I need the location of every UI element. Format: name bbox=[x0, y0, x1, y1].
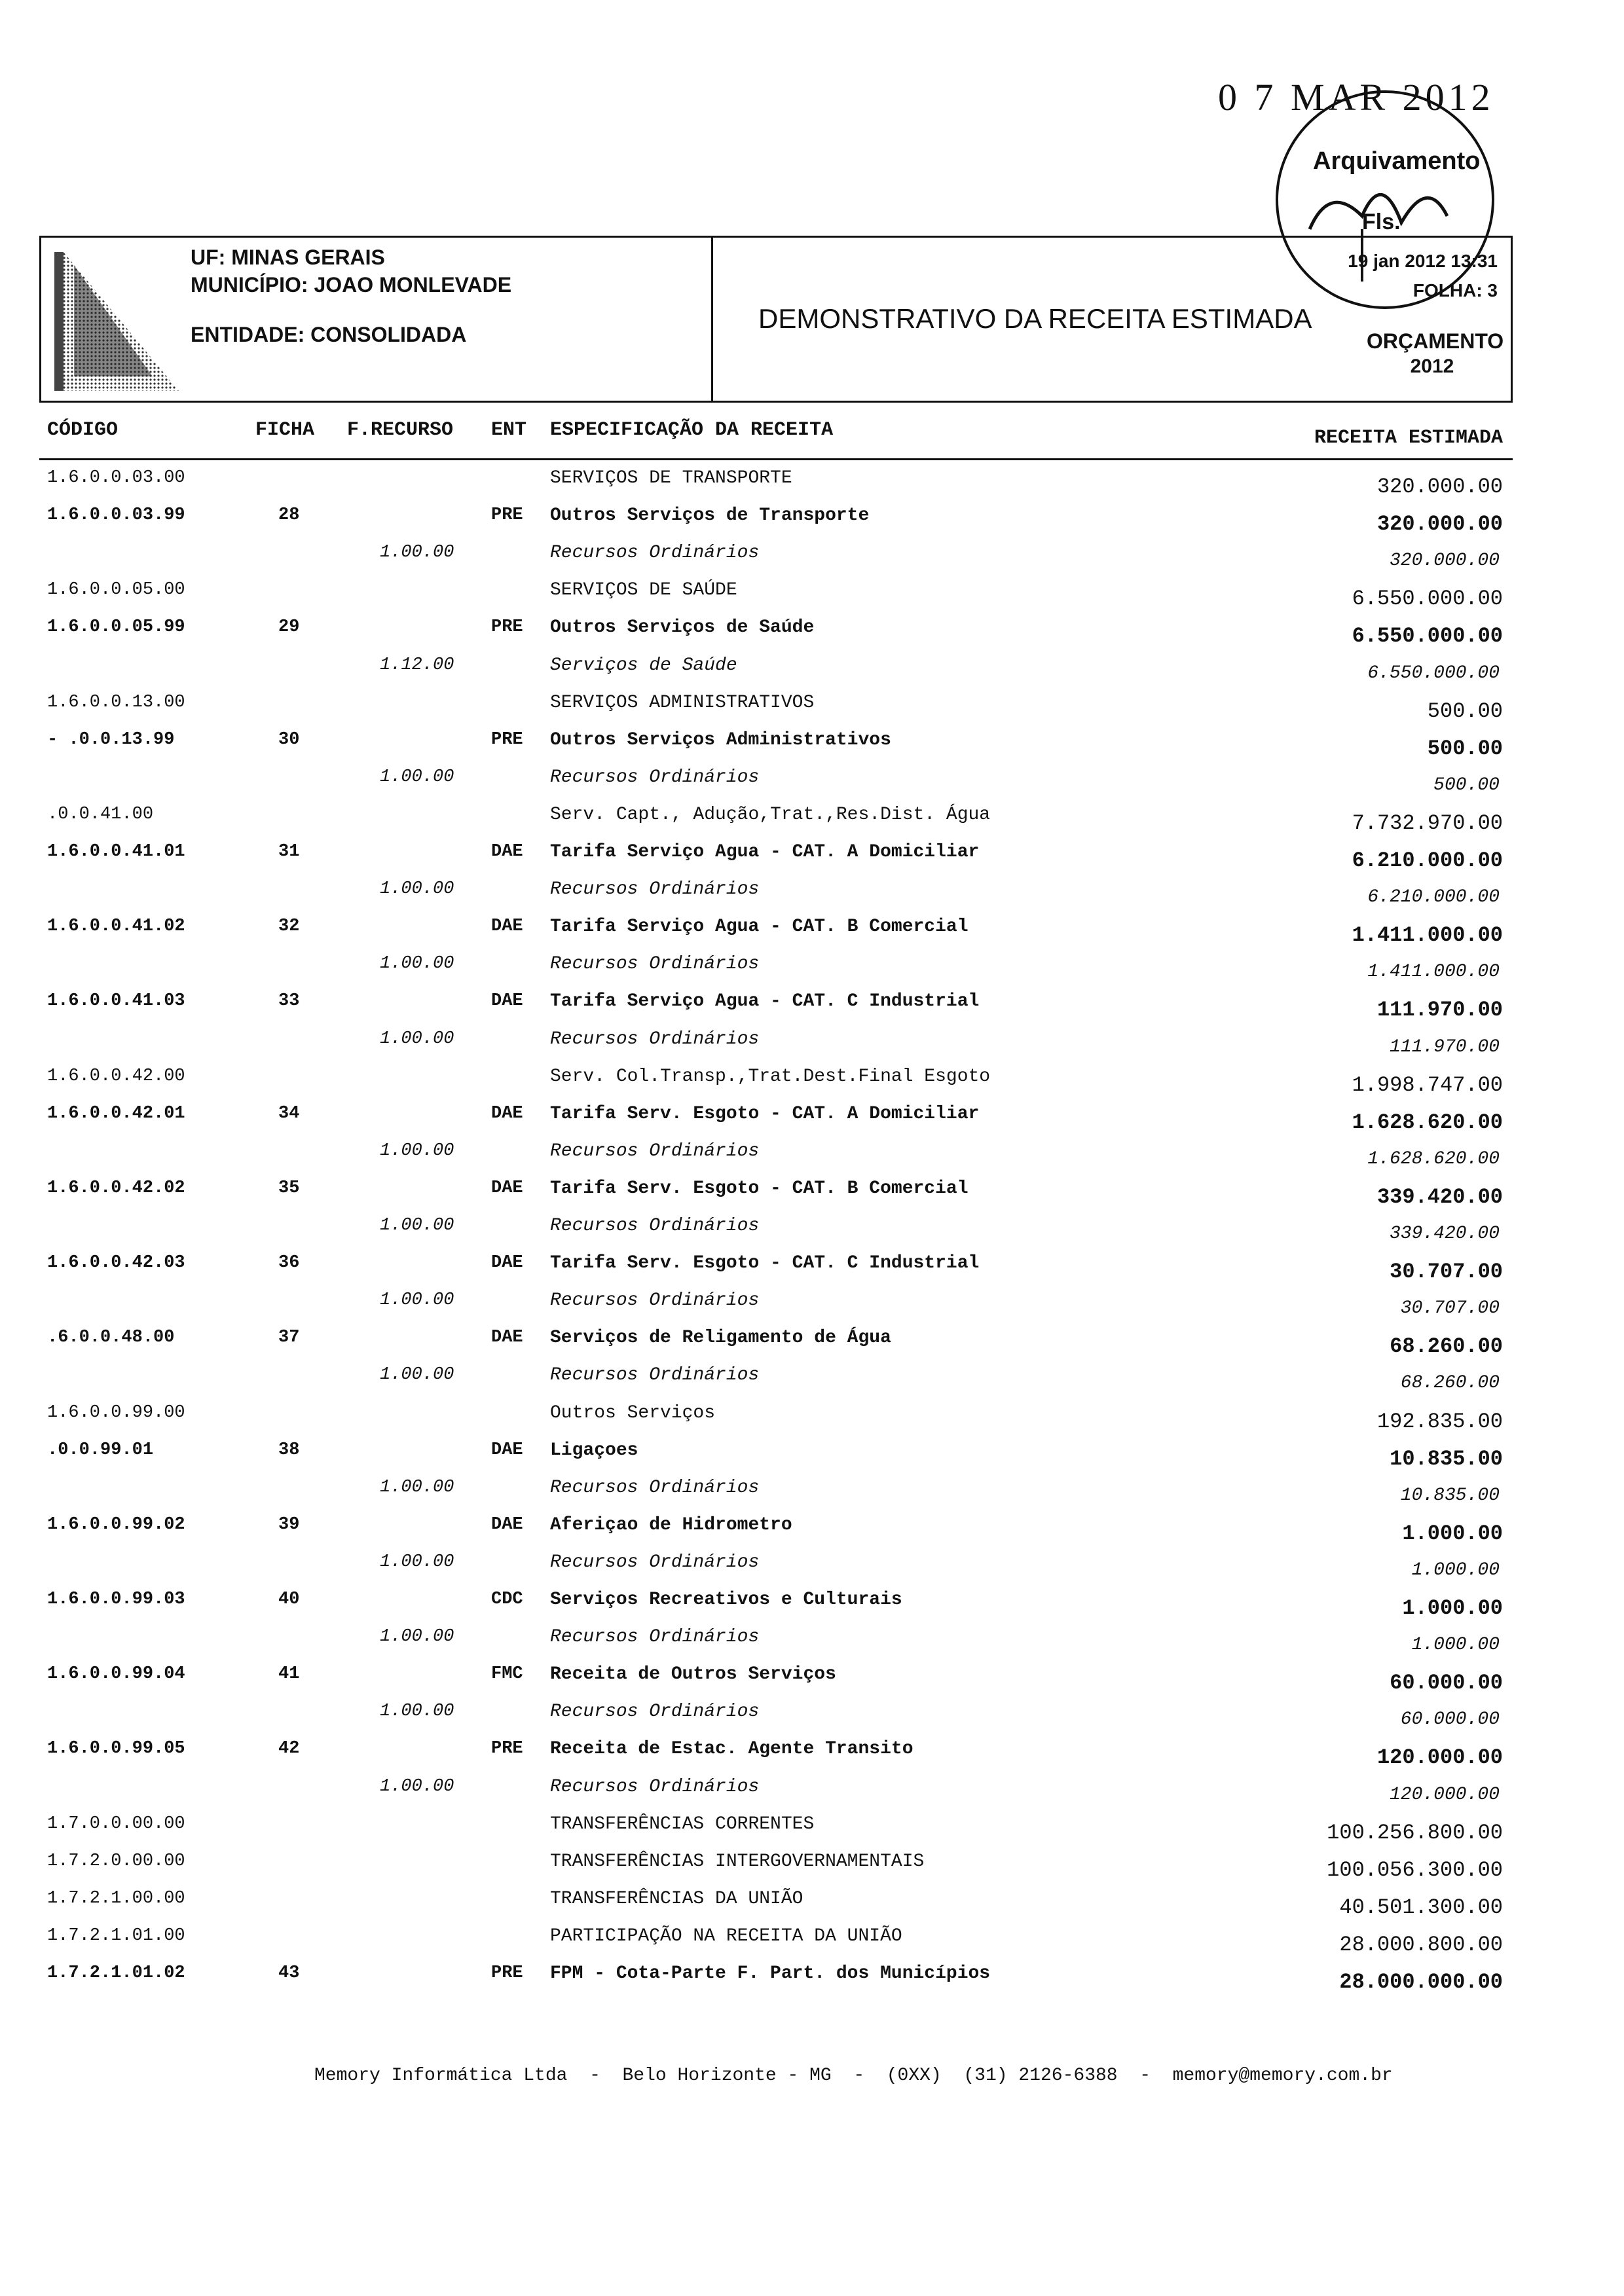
row-especificacao: PARTICIPAÇÃO NA RECEITA DA UNIÃO bbox=[550, 1925, 902, 1946]
row-receita-estimada: 500.00 bbox=[1433, 774, 1500, 795]
row-code: 1.6.0.0.03.00 bbox=[47, 468, 185, 488]
row-ficha: 36 bbox=[278, 1253, 300, 1273]
row-receita-estimada: 500.00 bbox=[1427, 699, 1503, 723]
row-entidade: DAE bbox=[491, 1514, 523, 1535]
row-ficha: 41 bbox=[278, 1664, 300, 1685]
row-especificacao: Tarifa Serviço Agua - CAT. A Domiciliar bbox=[550, 842, 980, 862]
row-receita-estimada: 500.00 bbox=[1427, 736, 1503, 761]
table-row bbox=[0, 1664, 1624, 1701]
folha-number: FOLHA: 3 bbox=[1412, 280, 1498, 301]
stamp-arquivamento: Arquivamento bbox=[1313, 147, 1481, 175]
row-entidade: DAE bbox=[491, 1103, 523, 1123]
row-receita-estimada: 10.835.00 bbox=[1400, 1485, 1500, 1506]
row-especificacao: Serviços de Religamento de Água bbox=[550, 1328, 891, 1349]
row-receita-estimada: 6.550.000.00 bbox=[1352, 624, 1503, 649]
row-especificacao: Recursos Ordinários bbox=[550, 954, 760, 975]
row-especificacao: Tarifa Serviço Agua - CAT. B Comercial bbox=[550, 917, 969, 938]
table-row bbox=[0, 655, 1624, 692]
col-codigo: CÓDIGO bbox=[47, 419, 119, 441]
table-row bbox=[0, 917, 1624, 953]
row-frecurso: 1.00.00 bbox=[380, 1552, 454, 1572]
row-frecurso: 1.12.00 bbox=[380, 655, 454, 675]
row-receita-estimada: 6.210.000.00 bbox=[1352, 848, 1503, 873]
row-especificacao: Recursos Ordinários bbox=[550, 1702, 760, 1722]
row-code: 1.6.0.0.03.99 bbox=[47, 505, 185, 526]
row-ficha: 32 bbox=[278, 917, 300, 937]
row-code: 1.6.0.0.05.00 bbox=[47, 580, 185, 600]
row-especificacao: Ligaçoes bbox=[550, 1440, 638, 1461]
table-row bbox=[0, 1104, 1624, 1140]
row-ficha: 40 bbox=[278, 1590, 300, 1609]
row-ficha: 35 bbox=[278, 1178, 300, 1198]
row-especificacao: Outros Serviços de Transporte bbox=[550, 505, 870, 526]
row-receita-estimada: 1.998.747.00 bbox=[1352, 1072, 1503, 1097]
table-row bbox=[0, 1590, 1624, 1626]
row-frecurso: 1.00.00 bbox=[380, 1365, 454, 1385]
row-receita-estimada: 100.256.800.00 bbox=[1327, 1820, 1503, 1845]
row-receita-estimada: 120.000.00 bbox=[1376, 1745, 1503, 1770]
row-especificacao: Serv. Capt., Adução,Trat.,Res.Dist. Água bbox=[550, 804, 991, 825]
row-code: 1.7.2.1.01.02 bbox=[47, 1963, 185, 1983]
table-row bbox=[0, 468, 1624, 505]
row-especificacao: Recursos Ordinários bbox=[550, 1552, 760, 1573]
row-frecurso: 1.00.00 bbox=[380, 1477, 454, 1497]
table-row bbox=[0, 1478, 1624, 1514]
row-code: 1.6.0.0.42.03 bbox=[47, 1253, 185, 1273]
stamp-date: 0 7 MAR 2012 bbox=[1218, 76, 1494, 118]
table-row bbox=[0, 1290, 1624, 1327]
orcamento-year: 2012 bbox=[1410, 355, 1454, 377]
table-row bbox=[0, 617, 1624, 654]
row-especificacao: Recursos Ordinários bbox=[550, 1290, 760, 1311]
row-receita-estimada: 60.000.00 bbox=[1390, 1671, 1503, 1696]
row-especificacao: Receita de Estac. Agente Transito bbox=[550, 1739, 913, 1760]
row-especificacao: SERVIÇOS DE TRANSPORTE bbox=[550, 468, 792, 488]
table-row bbox=[0, 767, 1624, 804]
table-row bbox=[0, 991, 1624, 1028]
table-row bbox=[0, 1702, 1624, 1738]
row-frecurso: 1.00.00 bbox=[380, 1627, 454, 1647]
row-code: .0.0.99.01 bbox=[47, 1440, 154, 1460]
row-especificacao: Tarifa Serv. Esgoto - CAT. A Domiciliar bbox=[550, 1103, 980, 1124]
row-code: 1.6.0.0.99.03 bbox=[47, 1590, 185, 1609]
row-ficha: 38 bbox=[278, 1440, 300, 1460]
row-ficha: 37 bbox=[278, 1328, 300, 1348]
row-frecurso: 1.00.00 bbox=[380, 767, 454, 787]
row-receita-estimada: 111.970.00 bbox=[1389, 1036, 1500, 1057]
table-row bbox=[0, 1253, 1624, 1290]
row-entidade: DAE bbox=[491, 991, 523, 1011]
row-receita-estimada: 6.210.000.00 bbox=[1367, 887, 1500, 908]
row-especificacao: Recursos Ordinários bbox=[550, 1627, 760, 1648]
row-especificacao: SERVIÇOS ADMINISTRATIVOS bbox=[550, 692, 815, 713]
col-receita-estimada: RECEITA ESTIMADA bbox=[1314, 427, 1503, 449]
table-row bbox=[0, 1403, 1624, 1440]
row-receita-estimada: 68.260.00 bbox=[1390, 1334, 1503, 1359]
print-date: 19 jan 2012 13:31 bbox=[1348, 251, 1498, 271]
document-title: DEMONSTRATIVO DA RECEITA ESTIMADA bbox=[758, 303, 1312, 334]
table-row bbox=[0, 580, 1624, 617]
row-especificacao: Tarifa Serviço Agua - CAT. C Industrial bbox=[550, 991, 980, 1012]
row-especificacao: Recursos Ordinários bbox=[550, 1776, 760, 1797]
row-especificacao: Tarifa Serv. Esgoto - CAT. C Industrial bbox=[550, 1253, 980, 1274]
row-especificacao: Serviços de Saúde bbox=[550, 655, 737, 676]
row-entidade: PRE bbox=[491, 1963, 523, 1983]
row-receita-estimada: 111.970.00 bbox=[1376, 998, 1503, 1023]
table-row bbox=[0, 1365, 1624, 1402]
row-code: 1.6.0.0.42.01 bbox=[47, 1103, 185, 1123]
row-especificacao: Recursos Ordinários bbox=[550, 1477, 760, 1498]
row-especificacao: Recursos Ordinários bbox=[550, 1216, 760, 1236]
table-row bbox=[0, 1889, 1624, 1925]
row-especificacao: TRANSFERÊNCIAS DA UNIÃO bbox=[550, 1888, 803, 1909]
table-row bbox=[0, 1851, 1624, 1888]
row-ficha: 42 bbox=[278, 1739, 300, 1759]
row-frecurso: 1.00.00 bbox=[380, 1290, 454, 1311]
row-receita-estimada: 192.835.00 bbox=[1376, 1409, 1503, 1434]
row-code: 1.6.0.0.42.00 bbox=[47, 1066, 185, 1086]
entidade-label: ENTIDADE: CONSOLIDADA bbox=[191, 323, 467, 346]
row-code: 1.6.0.0.13.00 bbox=[47, 692, 185, 712]
row-entidade: DAE bbox=[491, 917, 523, 937]
table-row bbox=[0, 1178, 1624, 1215]
row-entidade: DAE bbox=[491, 1253, 523, 1273]
table-row bbox=[0, 1777, 1624, 1813]
row-receita-estimada: 1.000.00 bbox=[1411, 1635, 1500, 1656]
row-receita-estimada: 1.000.00 bbox=[1402, 1596, 1503, 1620]
row-especificacao: Outros Serviços de Saúde bbox=[550, 617, 815, 638]
header-divider bbox=[711, 238, 713, 401]
row-ficha: 30 bbox=[278, 729, 300, 750]
row-ficha: 33 bbox=[278, 991, 300, 1011]
row-frecurso: 1.00.00 bbox=[380, 543, 454, 563]
table-row bbox=[0, 1216, 1624, 1252]
row-especificacao: Recursos Ordinários bbox=[550, 879, 760, 900]
table-row bbox=[0, 1066, 1624, 1103]
row-receita-estimada: 40.501.300.00 bbox=[1339, 1895, 1503, 1920]
row-ficha: 28 bbox=[278, 505, 300, 526]
row-receita-estimada: 339.420.00 bbox=[1376, 1184, 1503, 1209]
document-header bbox=[39, 236, 1513, 403]
row-especificacao: Recursos Ordinários bbox=[550, 1029, 760, 1049]
row-especificacao: Aferiçao de Hidrometro bbox=[550, 1514, 792, 1535]
row-receita-estimada: 30.707.00 bbox=[1400, 1298, 1500, 1319]
row-receita-estimada: 6.550.000.00 bbox=[1352, 587, 1503, 611]
row-especificacao: Outros Serviços Administrativos bbox=[550, 729, 891, 750]
row-code: 1.6.0.0.41.02 bbox=[47, 917, 185, 937]
row-ficha: 43 bbox=[278, 1963, 300, 1983]
row-frecurso: 1.00.00 bbox=[380, 1140, 454, 1161]
row-code: 1.6.0.0.99.00 bbox=[47, 1402, 185, 1423]
row-code: 1.6.0.0.99.04 bbox=[47, 1664, 185, 1685]
row-code: 1.7.2.0.00.00 bbox=[47, 1851, 185, 1871]
row-especificacao: Outros Serviços bbox=[550, 1402, 716, 1423]
row-frecurso: 1.00.00 bbox=[380, 1029, 454, 1049]
row-receita-estimada: 1.000.00 bbox=[1402, 1521, 1503, 1546]
row-receita-estimada: 28.000.800.00 bbox=[1339, 1932, 1503, 1957]
row-especificacao: SERVIÇOS DE SAÚDE bbox=[550, 580, 737, 601]
row-entidade: DAE bbox=[491, 1440, 523, 1460]
table-row bbox=[0, 730, 1624, 767]
row-frecurso: 1.00.00 bbox=[380, 1216, 454, 1235]
row-frecurso: 1.00.00 bbox=[380, 954, 454, 974]
row-especificacao: Recursos Ordinários bbox=[550, 543, 760, 564]
row-code: .0.0.41.00 bbox=[47, 804, 154, 824]
row-receita-estimada: 1.000.00 bbox=[1411, 1559, 1500, 1580]
row-entidade: DAE bbox=[491, 1328, 523, 1348]
table-row bbox=[0, 1141, 1624, 1178]
table-row bbox=[0, 1627, 1624, 1664]
row-especificacao: TRANSFERÊNCIAS CORRENTES bbox=[550, 1813, 815, 1834]
row-code: 1.6.0.0.42.02 bbox=[47, 1178, 185, 1198]
logo-icon bbox=[54, 252, 179, 391]
table-row bbox=[0, 1029, 1624, 1066]
row-receita-estimada: 60.000.00 bbox=[1400, 1709, 1500, 1730]
row-receita-estimada: 6.550.000.00 bbox=[1367, 663, 1500, 683]
row-code: 1.6.0.0.99.02 bbox=[47, 1514, 185, 1535]
row-receita-estimada: 68.260.00 bbox=[1400, 1373, 1500, 1394]
row-code: 1.7.2.1.01.00 bbox=[47, 1925, 185, 1946]
table-row bbox=[0, 879, 1624, 916]
row-receita-estimada: 120.000.00 bbox=[1389, 1784, 1500, 1805]
row-code: 1.6.0.0.99.05 bbox=[47, 1739, 185, 1759]
row-ficha: 31 bbox=[278, 842, 300, 862]
row-especificacao: Recursos Ordinários bbox=[550, 1365, 760, 1386]
row-code: 1.6.0.0.05.99 bbox=[47, 617, 185, 638]
row-code: - .0.0.13.99 bbox=[47, 729, 175, 750]
row-receita-estimada: 1.628.620.00 bbox=[1352, 1110, 1503, 1135]
row-entidade: FMC bbox=[491, 1664, 523, 1685]
row-entidade: PRE bbox=[491, 505, 523, 526]
row-entidade: DAE bbox=[491, 842, 523, 862]
row-receita-estimada: 1.628.620.00 bbox=[1367, 1148, 1500, 1169]
footer: Memory Informática Ltda - Belo Horizonte - MG - (0XX) (31) 2126-6388 - memory@memory.com.br bbox=[314, 2066, 1393, 2086]
row-entidade: CDC bbox=[491, 1590, 523, 1609]
row-receita-estimada: 1.411.000.00 bbox=[1352, 923, 1503, 948]
row-code: 1.6.0.0.41.01 bbox=[47, 842, 185, 862]
table-row bbox=[0, 805, 1624, 841]
table-row bbox=[0, 1328, 1624, 1364]
col-especificacao: ESPECIFICAÇÃO DA RECEITA bbox=[550, 419, 834, 441]
header-rule bbox=[39, 458, 1513, 460]
municipio-label: MUNICÍPIO: JOAO MONLEVADE bbox=[191, 273, 512, 297]
row-receita-estimada: 28.000.000.00 bbox=[1339, 1970, 1503, 1994]
row-receita-estimada: 320.000.00 bbox=[1376, 512, 1503, 537]
row-especificacao: Tarifa Serv. Esgoto - CAT. B Comercial bbox=[550, 1178, 969, 1199]
table-row bbox=[0, 1440, 1624, 1477]
row-entidade: PRE bbox=[491, 729, 523, 750]
row-frecurso: 1.00.00 bbox=[380, 1776, 454, 1796]
row-receita-estimada: 339.420.00 bbox=[1389, 1224, 1500, 1244]
row-especificacao: Receita de Outros Serviços bbox=[550, 1664, 836, 1685]
table-row bbox=[0, 954, 1624, 991]
row-ficha: 39 bbox=[278, 1514, 300, 1535]
orcamento-label: ORÇAMENTO bbox=[1367, 329, 1504, 353]
row-entidade: PRE bbox=[491, 617, 523, 638]
col-ent: ENT bbox=[491, 419, 527, 441]
row-especificacao: Recursos Ordinários bbox=[550, 767, 760, 788]
row-especificacao: TRANSFERÊNCIAS INTERGOVERNAMENTAIS bbox=[550, 1851, 925, 1872]
table-row bbox=[0, 1814, 1624, 1851]
table-row bbox=[0, 1926, 1624, 1963]
row-code: .6.0.0.48.00 bbox=[47, 1328, 175, 1348]
row-code: 1.7.0.0.00.00 bbox=[47, 1813, 185, 1834]
col-frecurso: F.RECURSO bbox=[347, 419, 454, 441]
row-ficha: 29 bbox=[278, 617, 300, 638]
row-especificacao: Serv. Col.Transp.,Trat.Dest.Final Esgoto bbox=[550, 1066, 991, 1087]
table-row bbox=[0, 505, 1624, 542]
stamp-fls: Fls. bbox=[1362, 210, 1401, 234]
row-receita-estimada: 100.056.300.00 bbox=[1327, 1857, 1503, 1882]
row-entidade: DAE bbox=[491, 1178, 523, 1198]
row-receita-estimada: 1.411.000.00 bbox=[1367, 962, 1500, 983]
row-frecurso: 1.00.00 bbox=[380, 1702, 454, 1722]
row-receita-estimada: 10.835.00 bbox=[1390, 1446, 1503, 1471]
table-row bbox=[0, 543, 1624, 579]
row-receita-estimada: 320.000.00 bbox=[1389, 551, 1500, 572]
table-row bbox=[0, 1552, 1624, 1589]
row-code: 1.7.2.1.00.00 bbox=[47, 1888, 185, 1908]
row-receita-estimada: 7.732.970.00 bbox=[1352, 811, 1503, 835]
row-receita-estimada: 320.000.00 bbox=[1376, 475, 1503, 499]
table-row bbox=[0, 1963, 1624, 2000]
table-row bbox=[0, 1739, 1624, 1776]
row-entidade: PRE bbox=[491, 1739, 523, 1759]
col-ficha: FICHA bbox=[255, 419, 315, 441]
table-row bbox=[0, 1515, 1624, 1552]
row-ficha: 34 bbox=[278, 1103, 300, 1123]
row-code: 1.6.0.0.41.03 bbox=[47, 991, 185, 1011]
row-especificacao: Serviços Recreativos e Culturais bbox=[550, 1590, 902, 1610]
row-especificacao: Recursos Ordinários bbox=[550, 1140, 760, 1161]
table-row bbox=[0, 842, 1624, 879]
row-frecurso: 1.00.00 bbox=[380, 879, 454, 900]
row-especificacao: FPM - Cota-Parte F. Part. dos Municípios bbox=[550, 1963, 991, 1984]
uf-label: UF: MINAS GERAIS bbox=[191, 246, 385, 269]
row-receita-estimada: 30.707.00 bbox=[1390, 1260, 1503, 1285]
table-row bbox=[0, 693, 1624, 729]
